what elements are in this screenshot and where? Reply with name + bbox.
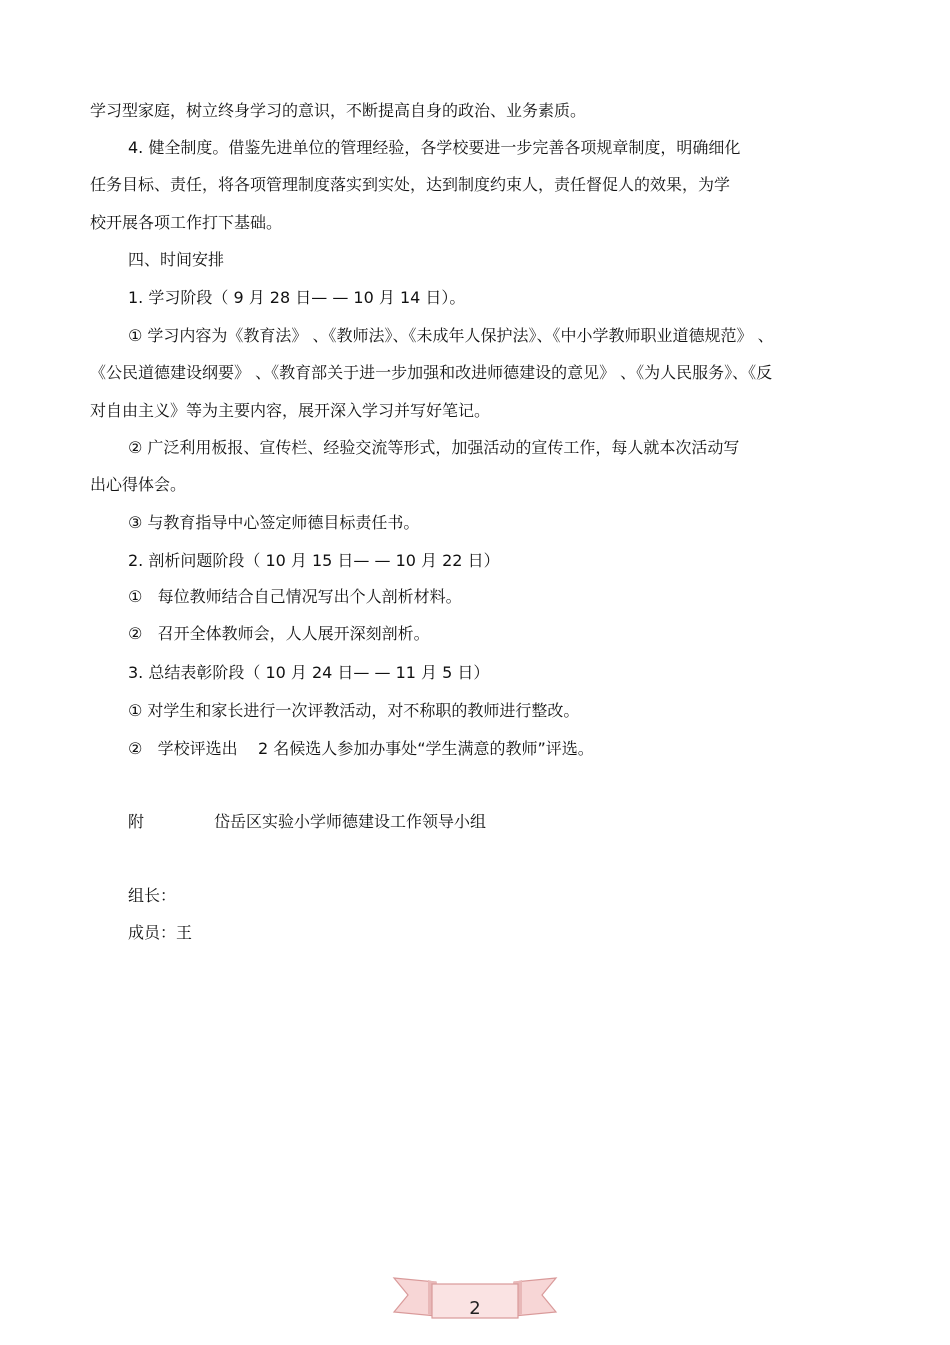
paragraph-line: 对自由主义》等为主要内容，展开深入学习并写好笔记。 [90, 401, 491, 420]
list-item: ② 广泛利用板报、宣传栏、经验交流等形式，加强活动的宣传工作，每人就本次活动写 [128, 438, 740, 457]
paragraph-line: 校开展各项工作打下基础。 [90, 213, 283, 232]
list-item: ① 学习内容为《教育法》 、《教师法》、《未成年人保护法》、《中小学教师职业道德规范》 、 [128, 326, 774, 345]
paragraph-line: 学习型家庭，树立终身学习的意识，不断提高自身的政治、业务素质。 [90, 101, 587, 120]
list-item: ② 召开全体教师会，人人展开深刻剖析。 [128, 624, 430, 643]
leader-label: 组长： [128, 886, 177, 905]
list-item: ② 学校评选出 2 名候选人参加办事处“学生满意的教师”评选。 [128, 739, 594, 758]
list-item: ① 对学生和家长进行一次评教活动，对不称职的教师进行整改。 [128, 701, 580, 720]
members-label: 成员：王 [128, 923, 193, 942]
list-item: ③ 与教育指导中心签定师德目标责任书。 [128, 513, 420, 532]
section-heading: 四、时间安排 [128, 250, 225, 269]
page-number: 2 [469, 1298, 481, 1319]
paragraph-line: 任务目标、责任，将各项管理制度落实到实处，达到制度约束人，责任督促人的效果，为学 [90, 175, 731, 194]
paragraph-line: 4. 健全制度。借鉴先进单位的管理经验，各学校要进一步完善各项规章制度，明确细化 [128, 138, 741, 157]
attachment-prefix: 附 [128, 812, 145, 831]
attachment-title: 岱岳区实验小学师德建设工作领导小组 [214, 812, 487, 831]
list-item: ① 每位教师结合自己情况写出个人剖析材料。 [128, 587, 462, 606]
paragraph-line: 出心得体会。 [90, 475, 187, 494]
stage-heading: 2. 剖析问题阶段（ 10 月 15 日— — 10 月 22 日） [128, 551, 500, 570]
paragraph-line: 《公民道德建设纲要》 、《教育部关于进一步加强和改进师德建设的意见》 、《为人民服务》、《反 [90, 363, 773, 382]
stage-heading: 1. 学习阶段（ 9 月 28 日— — 10 月 14 日）。 [128, 288, 466, 307]
stage-heading: 3. 总结表彰阶段（ 10 月 24 日— — 11 月 5 日） [128, 663, 490, 682]
